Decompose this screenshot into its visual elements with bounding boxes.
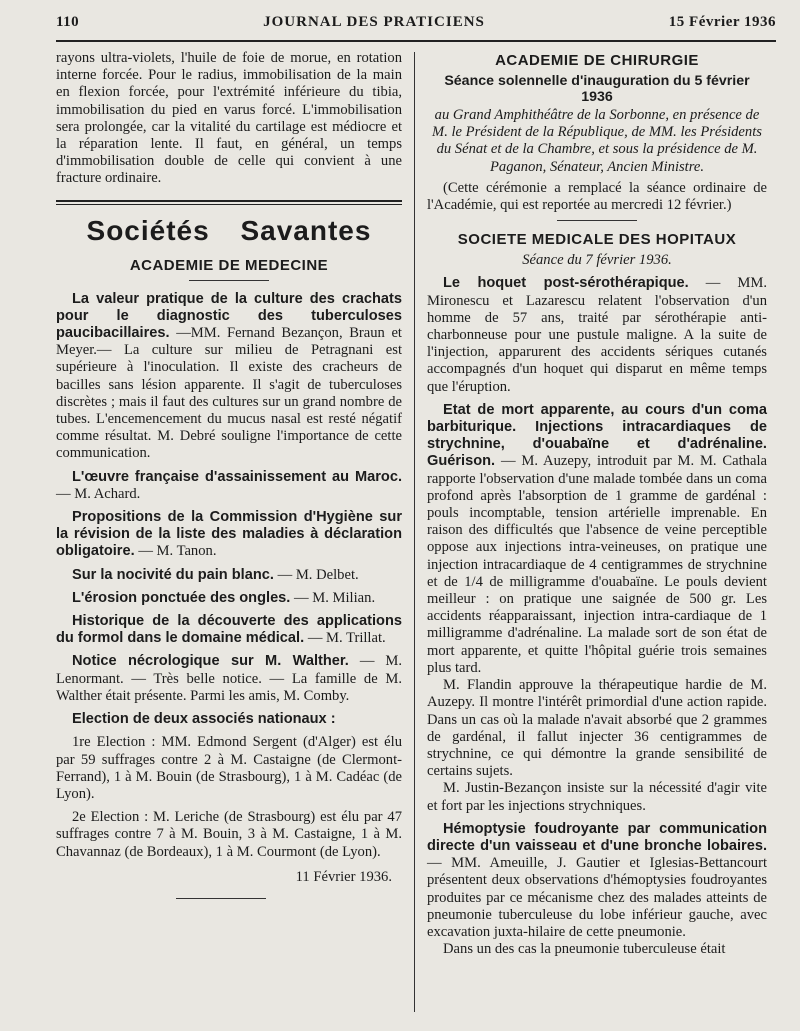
item-paragraph: Dans un des cas la pneumonie tuberculeuse était: [443, 941, 726, 958]
item-paragraph: [56, 590, 402, 607]
item-title: La valeur pratique de la culture des crachats pour le diagnostic des tuberculoses paucibacillaires.: [56, 290, 402, 342]
election-paragraph: 1re Election : MM. Edmond Sergent (d'Alger) est élu par 59 suffrages contre 2 à M. Castaigne (de Clermont-Ferrand), 1 à M. Bouin (de Strasbourg), 1 à M. Cadéac (de Lyon).: [56, 734, 402, 802]
issue-date: 15 Février 1936: [668, 14, 776, 30]
item-paragraph: [56, 613, 402, 647]
item-text: — M. Auzepy, introduit par M. M. Cathala rapporte l'observation d'une malade tombée dans un coma profond après l'absorption de 1 gramme de gardénal : pouls incomptable, tension artérielle imprenable. En raison des difficultés que l'absence de veine perceptible oppose aux injections intra-veineuses, on pratique une injection intracardiaque de 4 centigrammes de strychnine et de 1/4 de milligramme d'ouabaïne. Le pouls devient meilleur : on pratique une saignée de 500 gr. Les accidents réapparaissant, injection intra-cardiaque de 1 milligramme d'adrénaline. La malade sort de son état de mort apparente, et quitte l'hôpital guérie trois semaines plus tard.: [427, 453, 767, 676]
item-authors: — M. Tanon.: [138, 543, 217, 560]
item-authors: —MM. Fernand Bezançon, Braun et Meyer.—: [56, 325, 402, 359]
item-title: Historique de la découverte des applications du formol dans le domaine médical.: [56, 613, 402, 647]
item-paragraph: [56, 291, 402, 463]
section-big-title: Sociétés Savantes: [86, 214, 372, 246]
page-number: 110: [56, 14, 80, 30]
item-text: — MM. Ameuille, J. Gautier et Iglesias-Bettancourt présentent deux observations d'hémoptysies foudroyantes produites par ce mécanisme chez des malades atteints de pneumonie tuberculeuse du lobe inférieur gauche, avec excavation juxta-hilaire de cette pneumonie.: [427, 855, 767, 940]
short-rule: [189, 280, 269, 281]
right-column: [415, 50, 767, 1012]
intro-paragraph: rayons ultra-violets, l'huile de foie de morue, en rotation interne forcée. Pour le radius, immobilisation de la main en flexion forcée, pour l'extrémité inférieure du tibia, immobilisation du pied en varus forcé. L'immobilisation sera prolongée, car la vitalité du cartilage est médiocre et la réparation lente. Il faut, en général, un temps d'immobilisation double de celle qui convient à une fracture ordinaire.: [56, 50, 402, 187]
item-paragraph: [427, 821, 767, 941]
item-authors: — M. Lenormant.: [56, 653, 402, 687]
end-rule: [176, 898, 266, 899]
item-authors: — M. Milian.: [294, 589, 376, 606]
item-title: Propositions de la Commission d'Hygiène sur la révision de la liste des maladies à déclaration obligatoire.: [56, 509, 402, 560]
item-title: Notice nécrologique sur M. Walther.: [72, 653, 349, 670]
item-paragraph: [56, 509, 402, 561]
seance-note: (Cette cérémonie a remplacé la séance ordinaire de l'Académie, qui est reportée au mercredi 12 février.): [427, 179, 767, 214]
item-title: Sur la nocivité du pain blanc.: [72, 566, 274, 583]
item-authors: — M. Delbet.: [277, 566, 359, 583]
journal-title: JOURNAL DES PRATICIENS: [263, 14, 485, 30]
item-paragraph: [56, 469, 402, 503]
hopitaux-title: SOCIETE MEDICALE DES HOPITAUX: [457, 231, 737, 249]
item-paragraph: M. Justin-Bezançon insiste sur la nécessité d'agir vite et fort par les injections strychniques.: [427, 780, 767, 814]
item-title: Election de deux associés nationaux :: [72, 711, 336, 728]
item-text: — Très belle notice. — La famille de M. Walther était présente. Parmi les amis, M. Comby.: [56, 670, 402, 704]
item-text: La culture sur milieu de Petragnani est supérieure à l'inoculation. Il existe des cracheurs de bacilles sans lésion apparente. Il s'agit de tuberculoses discrètes ; mais il faut des cultures sur un grand nombre de tubes. L'encemencement du mucus nasal est resté négatif comme résultat. M. Debré souligne l'importance de cette communication.: [56, 342, 402, 462]
item-paragraph: [56, 567, 402, 584]
item-paragraph: [56, 653, 402, 705]
item-title: Etat de mort apparente, au cours d'un coma barbiturique. Injections intracardiaques de strychnine, d'ouabaïne et d'adrénaline. Guérison.: [427, 401, 767, 470]
seance-title: Séance solennelle d'inauguration du 5 février 1936: [444, 73, 750, 105]
short-rule: [557, 220, 637, 221]
item-paragraph: M. Flandin approuve la thérapeutique hardie de M. Auzepy. Il montre l'intérêt primordial d'une action rapide. Dans un cas où la malade n'avait absorbé que 2 grammes de gardénal, il fallut injecter 36 centigrammes de strychnine, ce qui démontre la grande sensibilité de certains sujets.: [427, 677, 767, 780]
item-title: Le hoquet post-sérothérapique.: [443, 275, 689, 292]
running-header: [56, 14, 776, 36]
item-title: L'érosion ponctuée des ongles.: [72, 589, 291, 606]
signature-date: 11 Février 1936.: [295, 868, 392, 885]
academie-chirurgie-title: ACADEMIE DE CHIRURGIE: [495, 52, 699, 69]
election-paragraph: 2e Election : M. Leriche (de Strasbourg) est élu par 47 suffrages contre 7 à M. Bouin, 3 à M. Castaigne, 1 à M. Chavannaz (de Bordeaux), 1 à M. Courmont (de Lyon).: [56, 809, 402, 860]
header-rule: [56, 40, 776, 42]
section-rule: [56, 200, 402, 205]
item-text: — MM. Mironescu et Lazarescu relatent l'observation d'un homme de 57 ans, traité par sérothérapie anti-charbonneuse pour une pustule maligne. A la suite de l'injection, apparurent des accidents sériques cutanés accompagnés d'un hoquet qui disparut en même temps que l'éruption.: [427, 275, 767, 395]
left-column: [56, 50, 414, 1012]
hopitaux-session: Séance du 7 février 1936.: [522, 252, 672, 269]
item-paragraph: [427, 402, 767, 677]
item-paragraph: [56, 711, 402, 728]
academie-medecine-title: ACADEMIE DE MEDECINE: [129, 256, 329, 274]
columns: [56, 50, 776, 1012]
item-authors: — M. Trillat.: [307, 630, 386, 647]
item-title: Hémoptysie foudroyante par communication directe d'un vaisseau et d'une bronche lobaires.: [427, 820, 767, 854]
seance-details: au Grand Amphithéâtre de la Sorbonne, en présence de M. le Président de la République, de MM. les Présidents du Sénat et de la Chambre, et sous la présidence de M. Paganon, Sénateur, Ancien Ministre.: [432, 107, 762, 175]
item-authors: — M. Achard.: [56, 485, 141, 502]
item-title: L'œuvre française d'assainissement au Maroc.: [72, 468, 402, 485]
item-paragraph: [427, 275, 767, 395]
